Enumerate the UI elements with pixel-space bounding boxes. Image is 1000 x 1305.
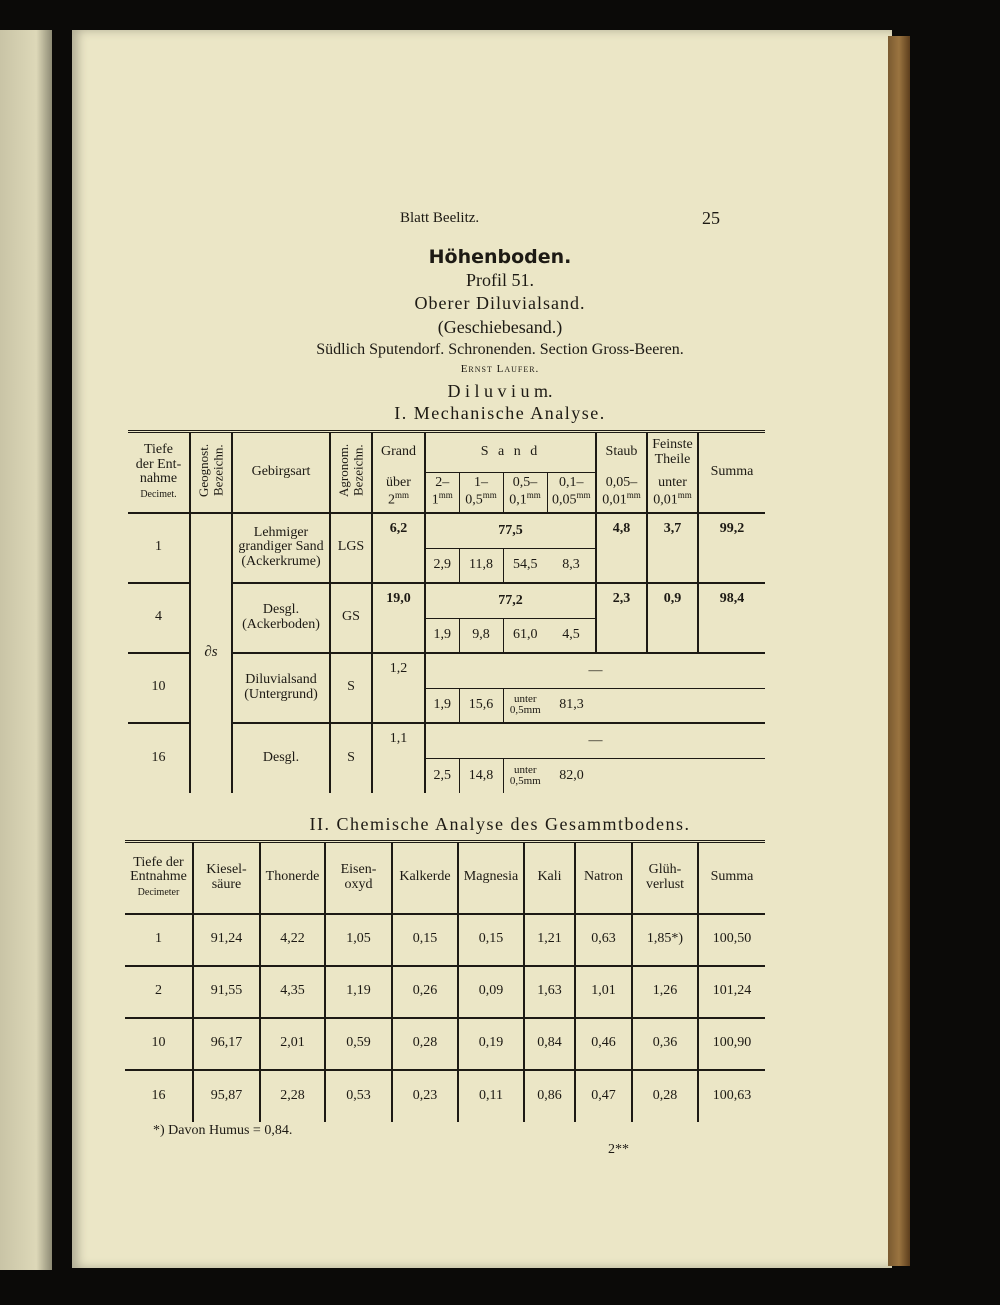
soil-name: Oberer Diluvialsand.: [414, 293, 586, 313]
row4-tiefe: 16: [151, 749, 166, 765]
header-sand-sub-3: $0,1-0,05^{mm}$: [547, 472, 596, 513]
location: Südlich Sputendorf. Schronenden. Section Gross-Beeren.: [316, 341, 684, 358]
cell: 0,47: [575, 1070, 632, 1122]
table-row: [125, 1070, 765, 1122]
cell: 0,86: [524, 1070, 575, 1122]
header-sand-sub-2: $0,5-0,1^{mm}$: [503, 472, 547, 513]
running-title: Blatt Beelitz.: [400, 210, 480, 226]
row4-gebirgsart: Desgl.: [232, 723, 330, 793]
header-gebirgsart: Gebirgsart: [232, 432, 330, 513]
cell: 1,26: [632, 966, 698, 1018]
cell: 10: [125, 1018, 193, 1070]
mechanical-analysis-table: [128, 430, 765, 793]
header-col-5: Magnesia: [458, 842, 524, 914]
cell: 1: [125, 914, 193, 966]
cell: unter 0,5mm: [503, 689, 547, 723]
table2-title: II. Chemische Analyse des Gesammtbodens.: [309, 814, 691, 834]
facing-page: [0, 30, 52, 1270]
cell: 0,28: [632, 1070, 698, 1122]
row3-gebirgsart: Diluvialsand (Untergrund): [232, 653, 330, 723]
row1-agronom: LGS: [330, 513, 372, 583]
cell: 0,53: [325, 1070, 392, 1122]
empty-cell: [596, 759, 765, 793]
cell: 2,5: [425, 759, 459, 793]
cell: 0,84: [524, 1018, 575, 1070]
cell: 1,19: [325, 966, 392, 1018]
row4-sand-total: —: [425, 723, 765, 759]
row2-staub: 2,3: [596, 583, 647, 653]
row1-sand-total: 77,5: [425, 513, 596, 549]
cell: 4,35: [260, 966, 325, 1018]
row2-feinste: 0,9: [647, 583, 698, 653]
row1-summa: 99,2: [698, 513, 765, 583]
cell: 16: [151, 1087, 166, 1103]
cell: 2,01: [260, 1018, 325, 1070]
cell: 0,59: [325, 1018, 392, 1070]
row2-grand: 19,0: [372, 583, 425, 653]
cell: 91,55: [193, 966, 260, 1018]
cell: 8,3: [547, 549, 596, 583]
cell: 1,85*): [632, 914, 698, 966]
cell: 0,15: [458, 914, 524, 966]
header-col-1: Kiesel-säure: [193, 842, 260, 914]
header-col-7: Natron: [575, 842, 632, 914]
cell: 100,90: [698, 1018, 765, 1070]
row1-tiefe: 1: [128, 513, 190, 583]
row2-sand-total: 77,2: [425, 583, 596, 619]
cell: 1,9: [425, 689, 459, 723]
header-sand-sub-0: $2-1^{mm}$: [425, 472, 459, 513]
cell: 0,15: [392, 914, 458, 966]
header-col-4: Kalkerde: [392, 842, 458, 914]
header-col-6: Kali: [524, 842, 575, 914]
cell: 100,50: [698, 914, 765, 966]
cell: 61,0: [503, 619, 547, 653]
header-summa: Summa: [698, 432, 765, 513]
cell: 81,3: [547, 689, 596, 723]
cell: 54,5: [503, 549, 547, 583]
row2-gebirgsart: Desgl. (Ackerboden): [232, 583, 330, 653]
row3-grand: 1,2: [372, 653, 425, 723]
cell: 9,8: [459, 619, 503, 653]
cell: 0,26: [392, 966, 458, 1018]
cell: 100,63: [698, 1070, 765, 1122]
row4-grand: 1,1: [372, 723, 425, 793]
formation: D i l u v i u m.: [447, 381, 553, 401]
table-row: [125, 914, 765, 966]
book-edge: [888, 36, 910, 1266]
header-grand-sub: über $2^{mm}$: [372, 472, 425, 513]
author: Ernst Laufer.: [460, 363, 540, 375]
row1-grand: 6,2: [372, 513, 425, 583]
row2-tiefe: 4: [128, 583, 190, 653]
cell: 0,63: [575, 914, 632, 966]
footnote: *) Davon Humus = 0,84.: [153, 1123, 293, 1138]
cell: 0,46: [575, 1018, 632, 1070]
soil-alt: (Geschiebesand.): [437, 317, 563, 337]
header-col-2: Thonerde: [260, 842, 325, 914]
cell: 15,6: [459, 689, 503, 723]
geognost-symbol: ∂s: [190, 513, 232, 793]
cell: 0,11: [458, 1070, 524, 1122]
row4-agronom: S: [330, 723, 372, 793]
row1-staub: 4,8: [596, 513, 647, 583]
table2-header-row: [125, 842, 765, 914]
cell: 101,24: [698, 966, 765, 1018]
header-sand: S a n d: [425, 432, 596, 473]
row1-feinste: 3,7: [647, 513, 698, 583]
cell: 96,17: [193, 1018, 260, 1070]
cell: unter 0,5mm: [503, 759, 547, 793]
cell: 4,5: [547, 619, 596, 653]
row3-agronom: S: [330, 653, 372, 723]
header-col-3: Eisen-oxyd: [325, 842, 392, 914]
header-staub: Staub: [596, 432, 647, 473]
cell: 14,8: [459, 759, 503, 793]
cell: 91,24: [193, 914, 260, 966]
cell: 95,87: [193, 1070, 260, 1122]
row1-gebirgsart: Lehmiger grandiger Sand (Ackerkrume): [232, 513, 330, 583]
row2-agronom: GS: [330, 583, 372, 653]
cell: 1,01: [575, 966, 632, 1018]
table1-title: I. Mechanische Analyse.: [394, 403, 606, 423]
cell: 4,22: [260, 914, 325, 966]
row3-tiefe: 10: [128, 653, 190, 723]
header-col-0: Tiefe der Entnahme Decimeter: [125, 842, 193, 914]
table-row: [125, 966, 765, 1018]
cell: 2,28: [260, 1070, 325, 1122]
cell: 82,0: [547, 759, 596, 793]
header-col-8: Glüh-verlust: [632, 842, 698, 914]
cell: 0,36: [632, 1018, 698, 1070]
cell: 0,09: [458, 966, 524, 1018]
row2-summa: 98,4: [698, 583, 765, 653]
cell: 11,8: [459, 549, 503, 583]
heading: Höhenboden.: [428, 246, 572, 268]
table-row: [125, 1018, 765, 1070]
header-feinste-sub: unter $0,01^{mm}$: [647, 472, 698, 513]
cell: 1,63: [524, 966, 575, 1018]
chemical-analysis-table: [125, 840, 765, 1122]
signature-mark: 2**: [608, 1142, 629, 1157]
header-grand: Grand: [372, 432, 425, 473]
profile: Profil 51.: [465, 270, 534, 290]
header-sand-sub-1: $1-0,5^{mm}$: [459, 472, 503, 513]
header-agronom: Agronom. Bezeichn.: [335, 443, 365, 497]
cell: 0,19: [458, 1018, 524, 1070]
header-staub-sub: $0,05-0,01^{mm}$: [596, 472, 647, 513]
cell: 2: [125, 966, 193, 1018]
empty-cell: [596, 689, 765, 723]
cell: 1,9: [425, 619, 459, 653]
header-col-9: Summa: [698, 842, 765, 914]
cell: 0,28: [392, 1018, 458, 1070]
header-feinste: Feinste Theile: [647, 432, 698, 473]
cell: 1,05: [325, 914, 392, 966]
header-tiefe: Tiefe der Ent- nahme Decimet.: [128, 432, 190, 513]
cell: 1,21: [524, 914, 575, 966]
cell: 2,9: [425, 549, 459, 583]
header-geognost: Geognost. Bezeichn.: [195, 443, 225, 497]
row3-sand-total: —: [425, 653, 765, 689]
cell: 0,23: [392, 1070, 458, 1122]
page-number: 25: [702, 208, 720, 228]
